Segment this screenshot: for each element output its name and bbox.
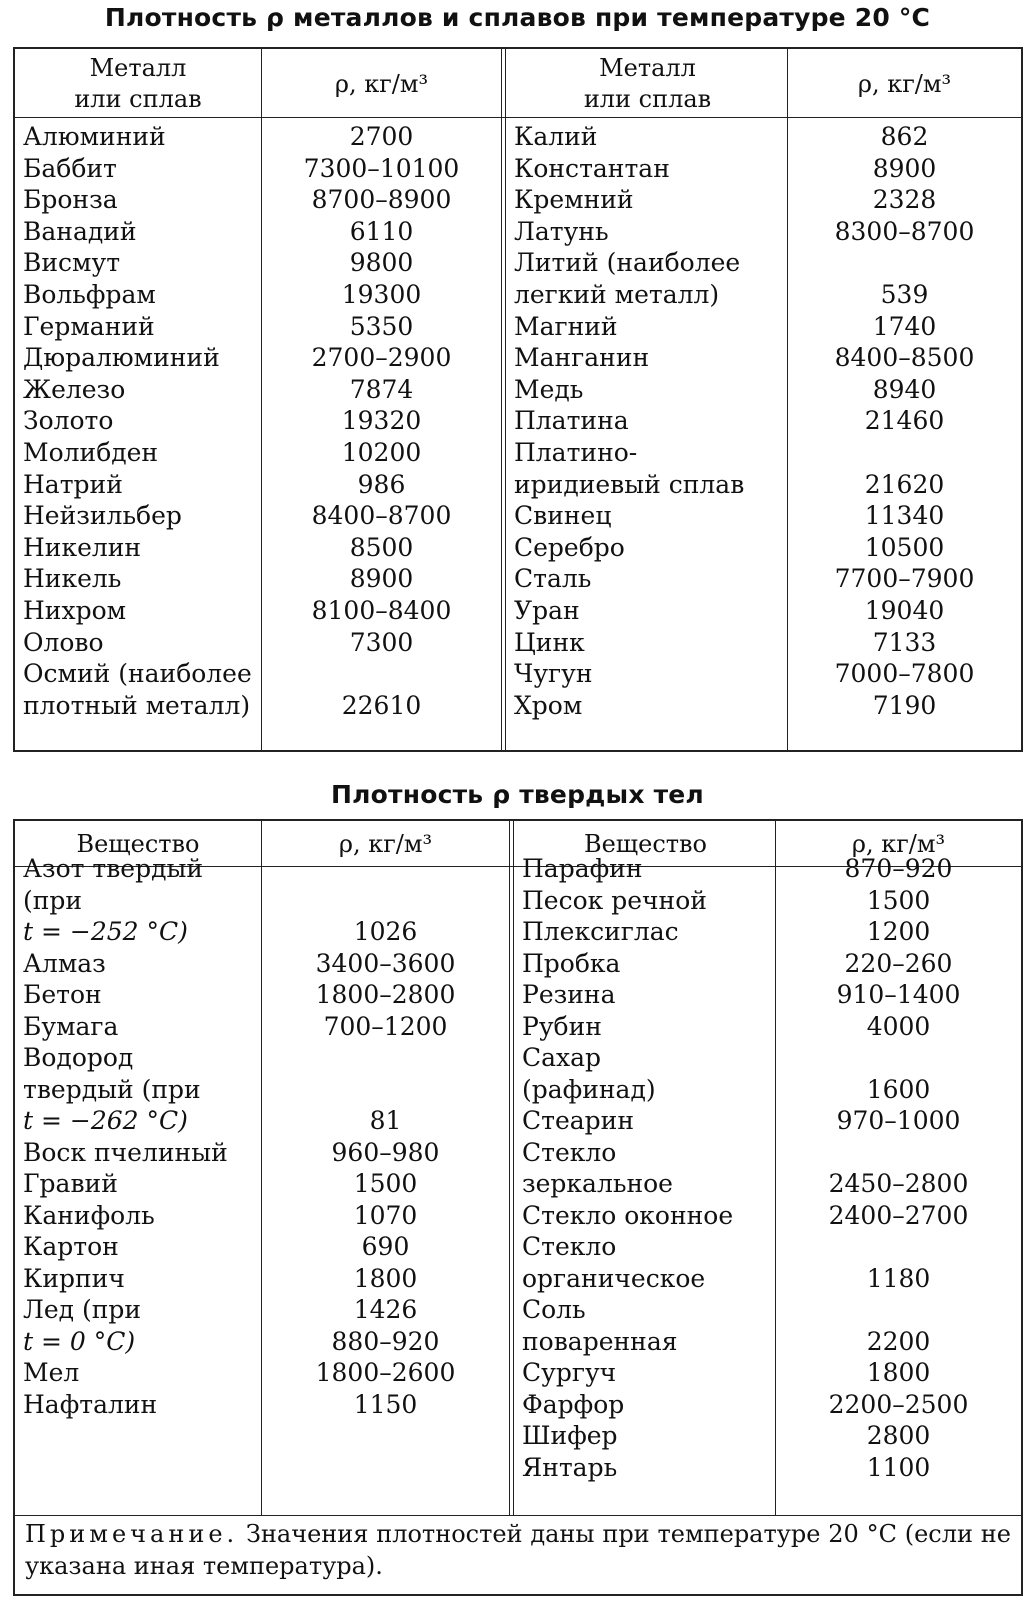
footer-divider	[15, 1515, 1021, 1516]
list-item: плотный металл)	[23, 690, 251, 720]
list-item: 1500	[866, 885, 931, 915]
list-item: 8400–8500	[834, 343, 975, 373]
list-item: 8500	[349, 532, 414, 562]
list-item: 2450–2800	[828, 1169, 969, 1198]
list-item: Золото	[23, 406, 114, 436]
list-item: 4000	[866, 1011, 931, 1041]
list-item	[788, 247, 1021, 279]
list-item: Кремний	[514, 185, 634, 215]
metal-names-right	[514, 121, 744, 721]
list-item: 11340	[864, 501, 945, 531]
list-item: 539	[880, 279, 929, 309]
list-item: 1200	[866, 917, 931, 946]
list-item: 8100–8400	[311, 595, 452, 625]
list-item	[262, 853, 509, 885]
list-item: 81	[369, 1106, 402, 1135]
list-item: Медь	[514, 374, 584, 404]
header-metal-left: Металл или сплав	[74, 54, 202, 113]
list-item: Молибден	[23, 437, 159, 467]
list-item: Рубин	[522, 1011, 602, 1041]
list-item: Мел	[23, 1358, 80, 1387]
list-item: 1740	[872, 311, 937, 341]
list-item: Олово	[23, 627, 104, 657]
list-item: Нафталин	[23, 1389, 158, 1419]
list-item: Стекло	[522, 1232, 617, 1261]
list-item: Алюминий	[23, 122, 166, 151]
list-item: Сталь	[514, 564, 592, 594]
list-item: Манганин	[514, 343, 650, 373]
list-item: Пробка	[522, 948, 621, 978]
list-item: Платина	[514, 406, 629, 436]
list-item: Стеарин	[522, 1106, 634, 1135]
list-item: Сургуч	[522, 1358, 617, 1387]
list-item: Резина	[522, 980, 616, 1009]
list-item: Гравий	[23, 1169, 118, 1198]
list-item: Бумага	[23, 1011, 119, 1041]
list-item: Баббит	[23, 153, 117, 183]
list-item: Литий (наиболее	[514, 248, 741, 278]
list-item: зеркальное	[522, 1169, 673, 1198]
list-item: 8900	[872, 153, 937, 183]
list-item: Янтарь	[522, 1452, 618, 1482]
list-item: Сахар	[522, 1043, 602, 1072]
list-item: 700–1200	[323, 1011, 448, 1041]
list-item	[776, 1042, 1021, 1074]
list-item	[262, 1042, 509, 1074]
list-item: 1800–2600	[315, 1358, 456, 1387]
list-item: 1800	[353, 1263, 418, 1293]
list-item: иридиевый сплав	[514, 469, 745, 499]
list-item: 21620	[864, 469, 945, 499]
list-item: 2400–2700	[828, 1200, 969, 1230]
list-item: Парафин	[522, 854, 643, 883]
list-item: 7700–7900	[834, 564, 975, 594]
list-item: 690	[361, 1232, 410, 1261]
list-item: Железо	[23, 374, 126, 404]
list-item: Константан	[514, 153, 670, 183]
substance-names-right	[522, 853, 733, 1483]
list-item: 1800	[866, 1358, 931, 1387]
list-item: Канифоль	[23, 1200, 155, 1230]
list-item	[776, 1137, 1021, 1169]
list-item: 7300	[349, 627, 414, 657]
list-item: 1500	[353, 1169, 418, 1198]
list-item: 2700	[349, 122, 414, 151]
list-item: Нихром	[23, 595, 127, 625]
list-item: 19320	[341, 406, 422, 436]
list-item: органическое	[522, 1263, 706, 1293]
list-item: 1180	[866, 1263, 931, 1293]
list-item: 2800	[866, 1421, 931, 1450]
list-item: Вольфрам	[23, 279, 156, 309]
list-item: Висмут	[23, 248, 121, 278]
list-item	[262, 885, 509, 917]
list-item: Бетон	[23, 980, 102, 1009]
list-item: 910–1400	[836, 980, 961, 1009]
list-item: 3400–3600	[315, 948, 456, 978]
list-item: 8900	[349, 564, 414, 594]
list-item: Германий	[23, 311, 155, 341]
list-item: 220–260	[844, 948, 953, 978]
header-density-left: ρ, кг/м³	[338, 830, 433, 858]
header-density-left: ρ, кг/м³	[334, 69, 429, 98]
metal-values-left	[262, 121, 501, 721]
substance-values-left	[262, 853, 509, 1420]
header-metal-right: Металл или сплав	[583, 54, 712, 113]
list-item: 2328	[872, 185, 937, 215]
list-item: Дюралюминий	[23, 343, 220, 373]
list-item: Водород	[23, 1043, 134, 1072]
list-item: легкий металл)	[514, 279, 720, 309]
list-item: 6110	[349, 216, 414, 246]
list-item: 1150	[353, 1389, 418, 1419]
list-item: Плексиглас	[522, 917, 679, 946]
solids-table	[13, 819, 1023, 1596]
list-item: 1800–2800	[315, 980, 456, 1009]
list-item	[776, 1231, 1021, 1263]
list-item: Серебро	[514, 532, 625, 562]
list-item: Свинец	[514, 501, 612, 531]
list-item: 10500	[864, 532, 945, 562]
list-item: 7190	[872, 690, 937, 720]
list-item: Латунь	[514, 216, 609, 246]
list-item	[262, 1074, 509, 1106]
list-item: 7874	[349, 374, 414, 404]
header-substance-left: Вещество	[76, 830, 200, 858]
list-item: Картон	[23, 1232, 119, 1261]
list-item: Кирпич	[23, 1263, 125, 1293]
list-item: Чугун	[514, 659, 593, 689]
list-item: 880–920	[331, 1326, 440, 1356]
list-item: 1070	[353, 1200, 418, 1230]
list-item: t = −252 °C)	[23, 917, 188, 946]
list-item: 5350	[349, 311, 414, 341]
list-item	[262, 658, 501, 690]
list-item: Лед (при	[23, 1295, 142, 1324]
list-item: Ванадий	[23, 216, 137, 246]
list-item: Цинк	[514, 627, 585, 657]
column-double-divider	[501, 49, 506, 750]
header-substance-right: Вещество	[583, 830, 708, 858]
list-item: 960–980	[331, 1137, 440, 1167]
list-item: t = −262 °C)	[23, 1106, 188, 1135]
list-item: 8700–8900	[311, 185, 452, 215]
metals-table	[13, 47, 1023, 752]
list-item: 19300	[341, 279, 422, 309]
list-item: 986	[357, 469, 406, 499]
solids-table-title: Плотность ρ твердых тел	[331, 780, 704, 809]
list-item: Уран	[514, 595, 580, 625]
metal-values-right	[788, 121, 1021, 721]
substance-names-left	[23, 853, 228, 1420]
list-item: Хром	[514, 690, 583, 720]
list-item: 7000–7800	[834, 659, 975, 689]
list-item: 1600	[866, 1074, 931, 1104]
list-item: Никель	[23, 564, 122, 594]
list-item: 22610	[341, 690, 422, 720]
header-density-right: ρ, кг/м³	[851, 830, 946, 858]
list-item: (при	[23, 885, 83, 915]
list-item: Магний	[514, 311, 618, 341]
list-item: 2200	[866, 1326, 931, 1356]
list-item: 1426	[353, 1295, 418, 1324]
list-item: 862	[880, 122, 929, 151]
list-item: (рафинад)	[522, 1074, 656, 1104]
list-item: t = 0 °C)	[23, 1326, 136, 1356]
metals-table-title: Плотность ρ металлов и сплавов при температуре 20 °С	[104, 3, 931, 32]
list-item: 1100	[866, 1452, 931, 1482]
list-item: 7300–10100	[303, 153, 460, 183]
note-label: Примечание.	[25, 1520, 239, 1548]
list-item	[788, 437, 1021, 469]
list-item: 1026	[353, 917, 418, 946]
column-double-divider	[509, 821, 514, 1515]
list-item: Азот твердый	[23, 854, 204, 883]
list-item: твердый (при	[23, 1074, 201, 1104]
list-item: Нейзильбер	[23, 501, 182, 531]
metal-names-left	[23, 121, 252, 721]
list-item: Осмий (наиболее	[23, 659, 252, 689]
table-note	[15, 1518, 1021, 1582]
list-item: 8400–8700	[311, 501, 452, 531]
header-density-right: ρ, кг/м³	[857, 69, 952, 98]
list-item: Соль	[522, 1295, 586, 1324]
list-item: Платино-	[514, 437, 638, 467]
list-item: 2200–2500	[828, 1389, 969, 1419]
list-item: 8940	[872, 374, 937, 404]
list-item: Бронза	[23, 185, 118, 215]
list-item: Стекло	[522, 1137, 617, 1167]
substance-values-right	[776, 853, 1021, 1483]
list-item: 7133	[872, 627, 937, 657]
list-item: поваренная	[522, 1326, 678, 1356]
list-item: 970–1000	[836, 1106, 961, 1135]
list-item: Алмаз	[23, 948, 106, 978]
list-item	[776, 1294, 1021, 1326]
list-item: 10200	[341, 437, 422, 467]
list-item: Калий	[514, 122, 598, 151]
list-item: Никелин	[23, 532, 142, 562]
list-item: 870–920	[844, 854, 953, 883]
list-item: Шифер	[522, 1421, 618, 1450]
list-item: 8300–8700	[834, 216, 975, 246]
list-item: Воск пчелиный	[23, 1137, 228, 1167]
list-item: 9800	[349, 248, 414, 278]
list-item: Стекло оконное	[522, 1200, 734, 1230]
list-item: 2700–2900	[311, 343, 452, 373]
note-text: Значения плотностей даны при температуре 20 °С (если не указана иная температура).	[25, 1520, 1011, 1580]
list-item: Песок речной	[522, 885, 707, 915]
list-item: 19040	[864, 595, 945, 625]
list-item: Натрий	[23, 469, 123, 499]
list-item: 21460	[864, 406, 945, 436]
header-divider	[15, 117, 1021, 118]
list-item: Фарфор	[522, 1389, 625, 1419]
